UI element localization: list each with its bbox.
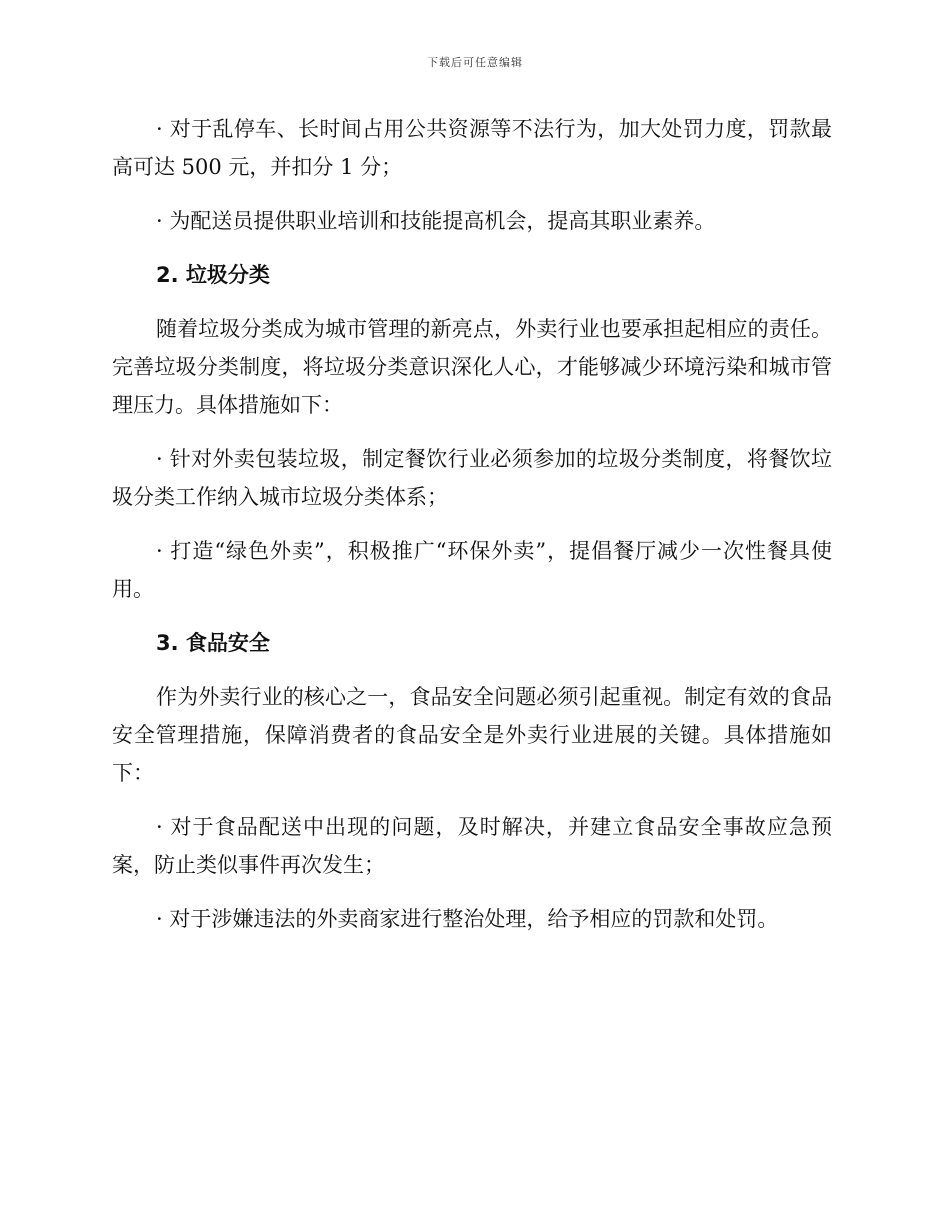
document-body (112, 110, 832, 954)
section-heading-waste-sorting: 2. 垃圾分类 (156, 263, 270, 287)
bullet-paragraph-parking: · 对于乱停车、长时间占用公共资源等不法行为，加大处罚力度，罚款最高可达 500 元，并扣分 1 分； (112, 117, 832, 179)
paragraph-waste-sorting-intro: 随着垃圾分类成为城市管理的新亮点，外卖行业也要承担起相应的责任。完善垃圾分类制度，将垃圾分类意识深化人心，才能够减少环境污染和城市管理压力。具体措施如下： (112, 317, 832, 417)
section-heading-food-safety: 3. 食品安全 (156, 631, 270, 655)
paragraph-food-safety-intro: 作为外卖行业的核心之一，食品安全问题必须引起重视。制定有效的食品安全管理措施，保障消费者的食品安全是外卖行业进展的关键。具体措施如下： (112, 685, 832, 785)
bullet-paragraph-green-delivery: · 打造“绿色外卖”，积极推广“环保外卖”，提倡餐厅减少一次性餐具使用。 (112, 539, 832, 601)
header-note: 下载后可任意编辑 (427, 56, 523, 69)
bullet-paragraph-penalties: · 对于涉嫌违法的外卖商家进行整治处理，给予相应的罚款和处罚。 (156, 907, 779, 931)
bullet-paragraph-packaging: · 针对外卖包装垃圾，制定餐饮行业必须参加的垃圾分类制度，将餐饮垃圾分类工作纳入城市垃圾分类体系； (112, 447, 832, 509)
bullet-paragraph-training: · 为配送员提供职业培训和技能提高机会，提高其职业素养。 (156, 209, 716, 233)
bullet-paragraph-emergency-plan: · 对于食品配送中出现的问题，及时解决，并建立食品安全事故应急预案，防止类似事件再次发生； (112, 815, 832, 877)
